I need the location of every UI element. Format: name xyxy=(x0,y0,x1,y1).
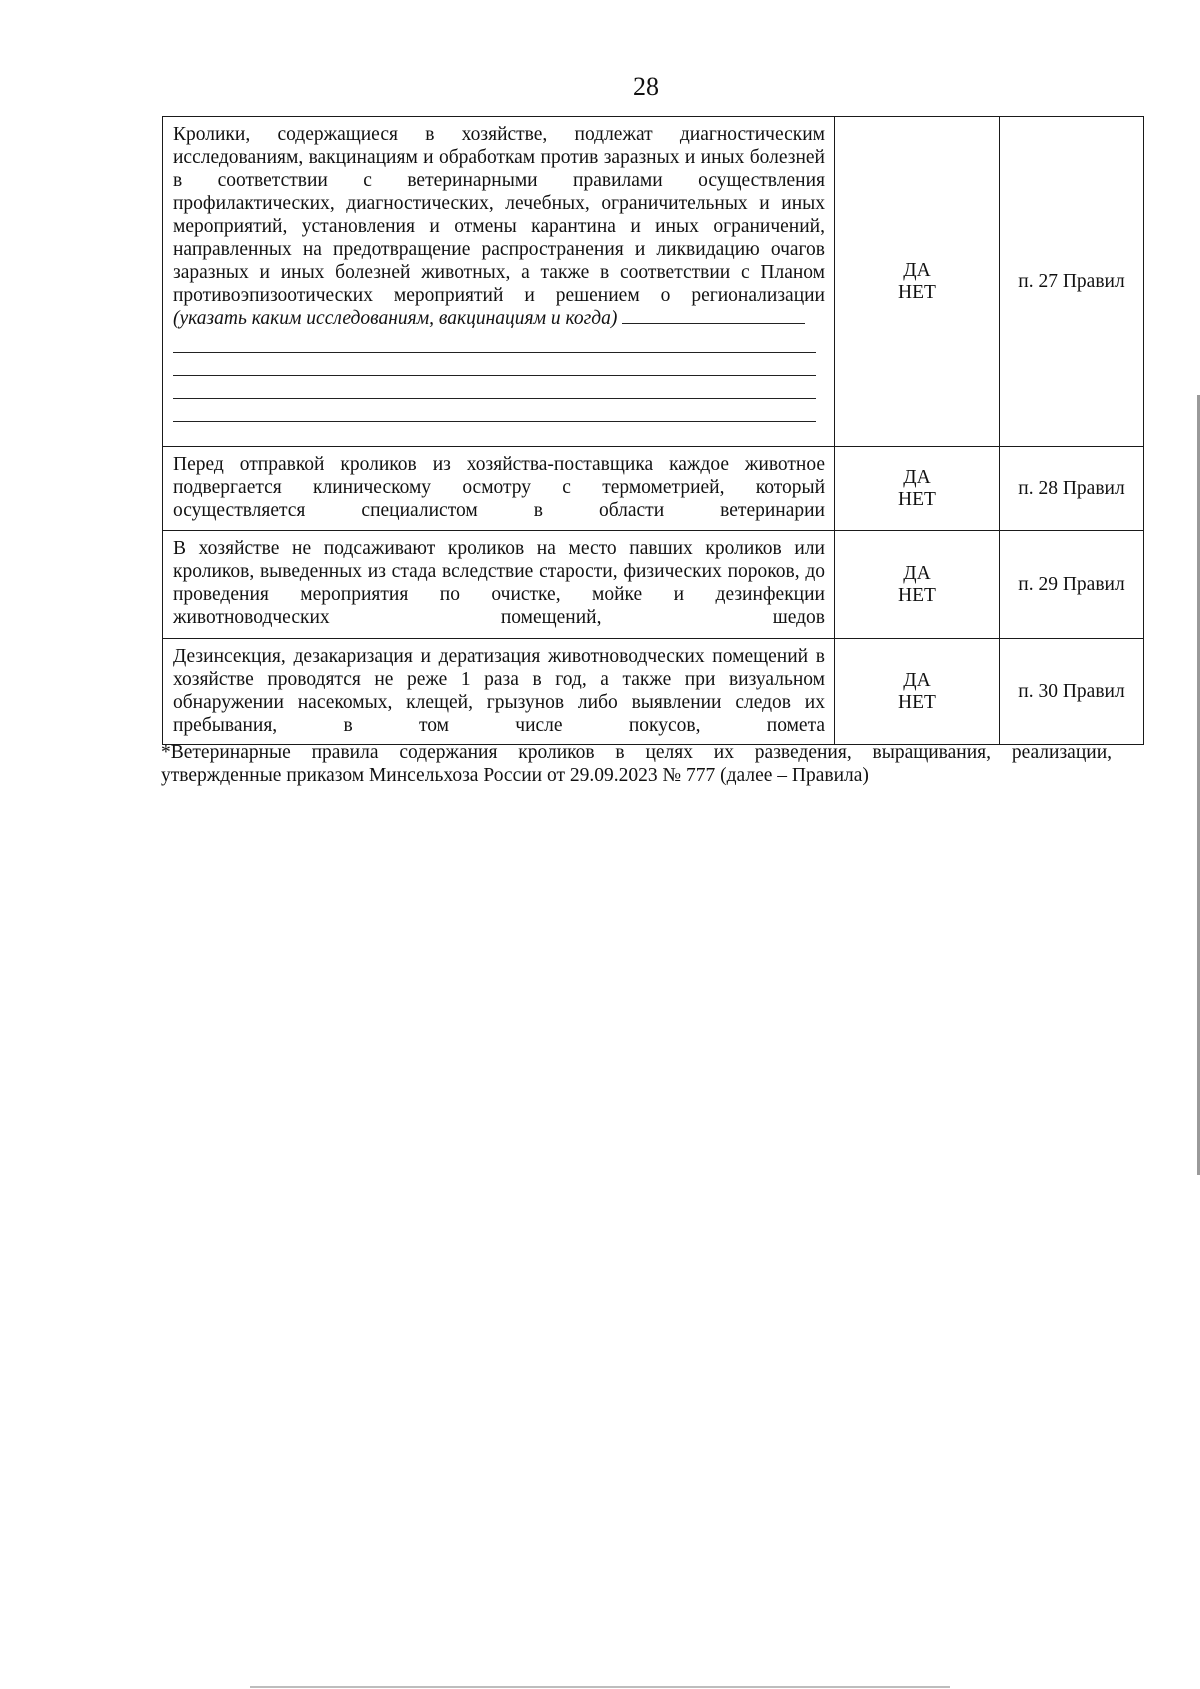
scan-edge-mark xyxy=(250,1686,950,1688)
requirement-text: В хозяйстве не подсаживают кроликов на место павших кроликов или кроликов, выведенных из стада вследствие старости, физических пороков, до проведения мероприятия по очистке, мойке и дезинфекции животноводческих помещений, шедов xyxy=(173,538,825,628)
answer-no[interactable]: НЕТ xyxy=(898,584,936,606)
footnote-line-2: утвержденные приказом Минсельхоза России от 29.09.2023 № 777 (далее – Правила) xyxy=(161,765,869,786)
answer-cell[interactable] xyxy=(835,531,1000,639)
answer-fill-line[interactable] xyxy=(622,307,805,324)
page-number: 28 xyxy=(633,72,659,101)
rule-reference: п. 27 Правил xyxy=(1000,117,1144,447)
answer-fill-line[interactable] xyxy=(173,330,816,353)
answer-yes[interactable]: ДА xyxy=(903,259,931,281)
table-row xyxy=(163,117,1144,447)
requirement-text: Кролики, содержащиеся в хозяйстве, подлежат диагностическим исследованиям, вакцинациям и обработкам против заразных и иных болезней в соответствии с ветеринарными правилами осуществления профилактических, диагностических, лечебных, ограничительных и иных мероприятий, установления и отмены карантина и иных ограничений, направленных на предотвращение распространения и ликвидацию очагов заразных и иных болезней животных, а также в соответствии с Планом противоэпизоотических мероприятий и решением о регионализации xyxy=(173,124,825,306)
requirement-note: (указать каким исследованиям, вакцинациям и когда) xyxy=(173,308,618,329)
answer-no[interactable]: НЕТ xyxy=(898,281,936,303)
requirement-cell xyxy=(163,447,835,531)
answer-yes[interactable]: ДА xyxy=(903,562,931,584)
footnote-line-1: *Ветеринарные правила содержания кроликов в целях их разведения, выращивания, реализации, xyxy=(161,742,1112,763)
requirement-text: Перед отправкой кроликов из хозяйства-поставщика каждое животное подвергается клиническому осмотру с термометрией, который осуществляется специалистом в области ветеринарии xyxy=(173,454,825,521)
answer-fill-line[interactable] xyxy=(173,353,816,376)
table-row xyxy=(163,639,1144,745)
table-row xyxy=(163,531,1144,639)
answer-fill-line[interactable] xyxy=(173,376,816,399)
rule-reference: п. 28 Правил xyxy=(1000,447,1144,531)
answer-cell[interactable] xyxy=(835,447,1000,531)
footnote xyxy=(161,741,1112,787)
answer-no[interactable]: НЕТ xyxy=(898,488,936,510)
table-row xyxy=(163,447,1144,531)
rule-reference: п. 30 Правил xyxy=(1000,639,1144,745)
checklist-table xyxy=(162,116,1144,745)
requirement-cell xyxy=(163,117,835,447)
answer-fill-line[interactable] xyxy=(173,399,816,422)
requirement-text: Дезинсекция, дезакаризация и дератизация животноводческих помещений в хозяйстве проводятся не реже 1 раза в год, а также при визуальном обнаружении насекомых, клещей, грызунов либо выявлении следов их пребывания, в том числе покусов, помета xyxy=(173,646,825,736)
answer-cell[interactable] xyxy=(835,117,1000,447)
rule-reference: п. 29 Правил xyxy=(1000,531,1144,639)
requirement-cell xyxy=(163,639,835,745)
answer-cell[interactable] xyxy=(835,639,1000,745)
answer-yes[interactable]: ДА xyxy=(903,466,931,488)
answer-no[interactable]: НЕТ xyxy=(898,691,936,713)
requirement-cell xyxy=(163,531,835,639)
answer-yes[interactable]: ДА xyxy=(903,669,931,691)
